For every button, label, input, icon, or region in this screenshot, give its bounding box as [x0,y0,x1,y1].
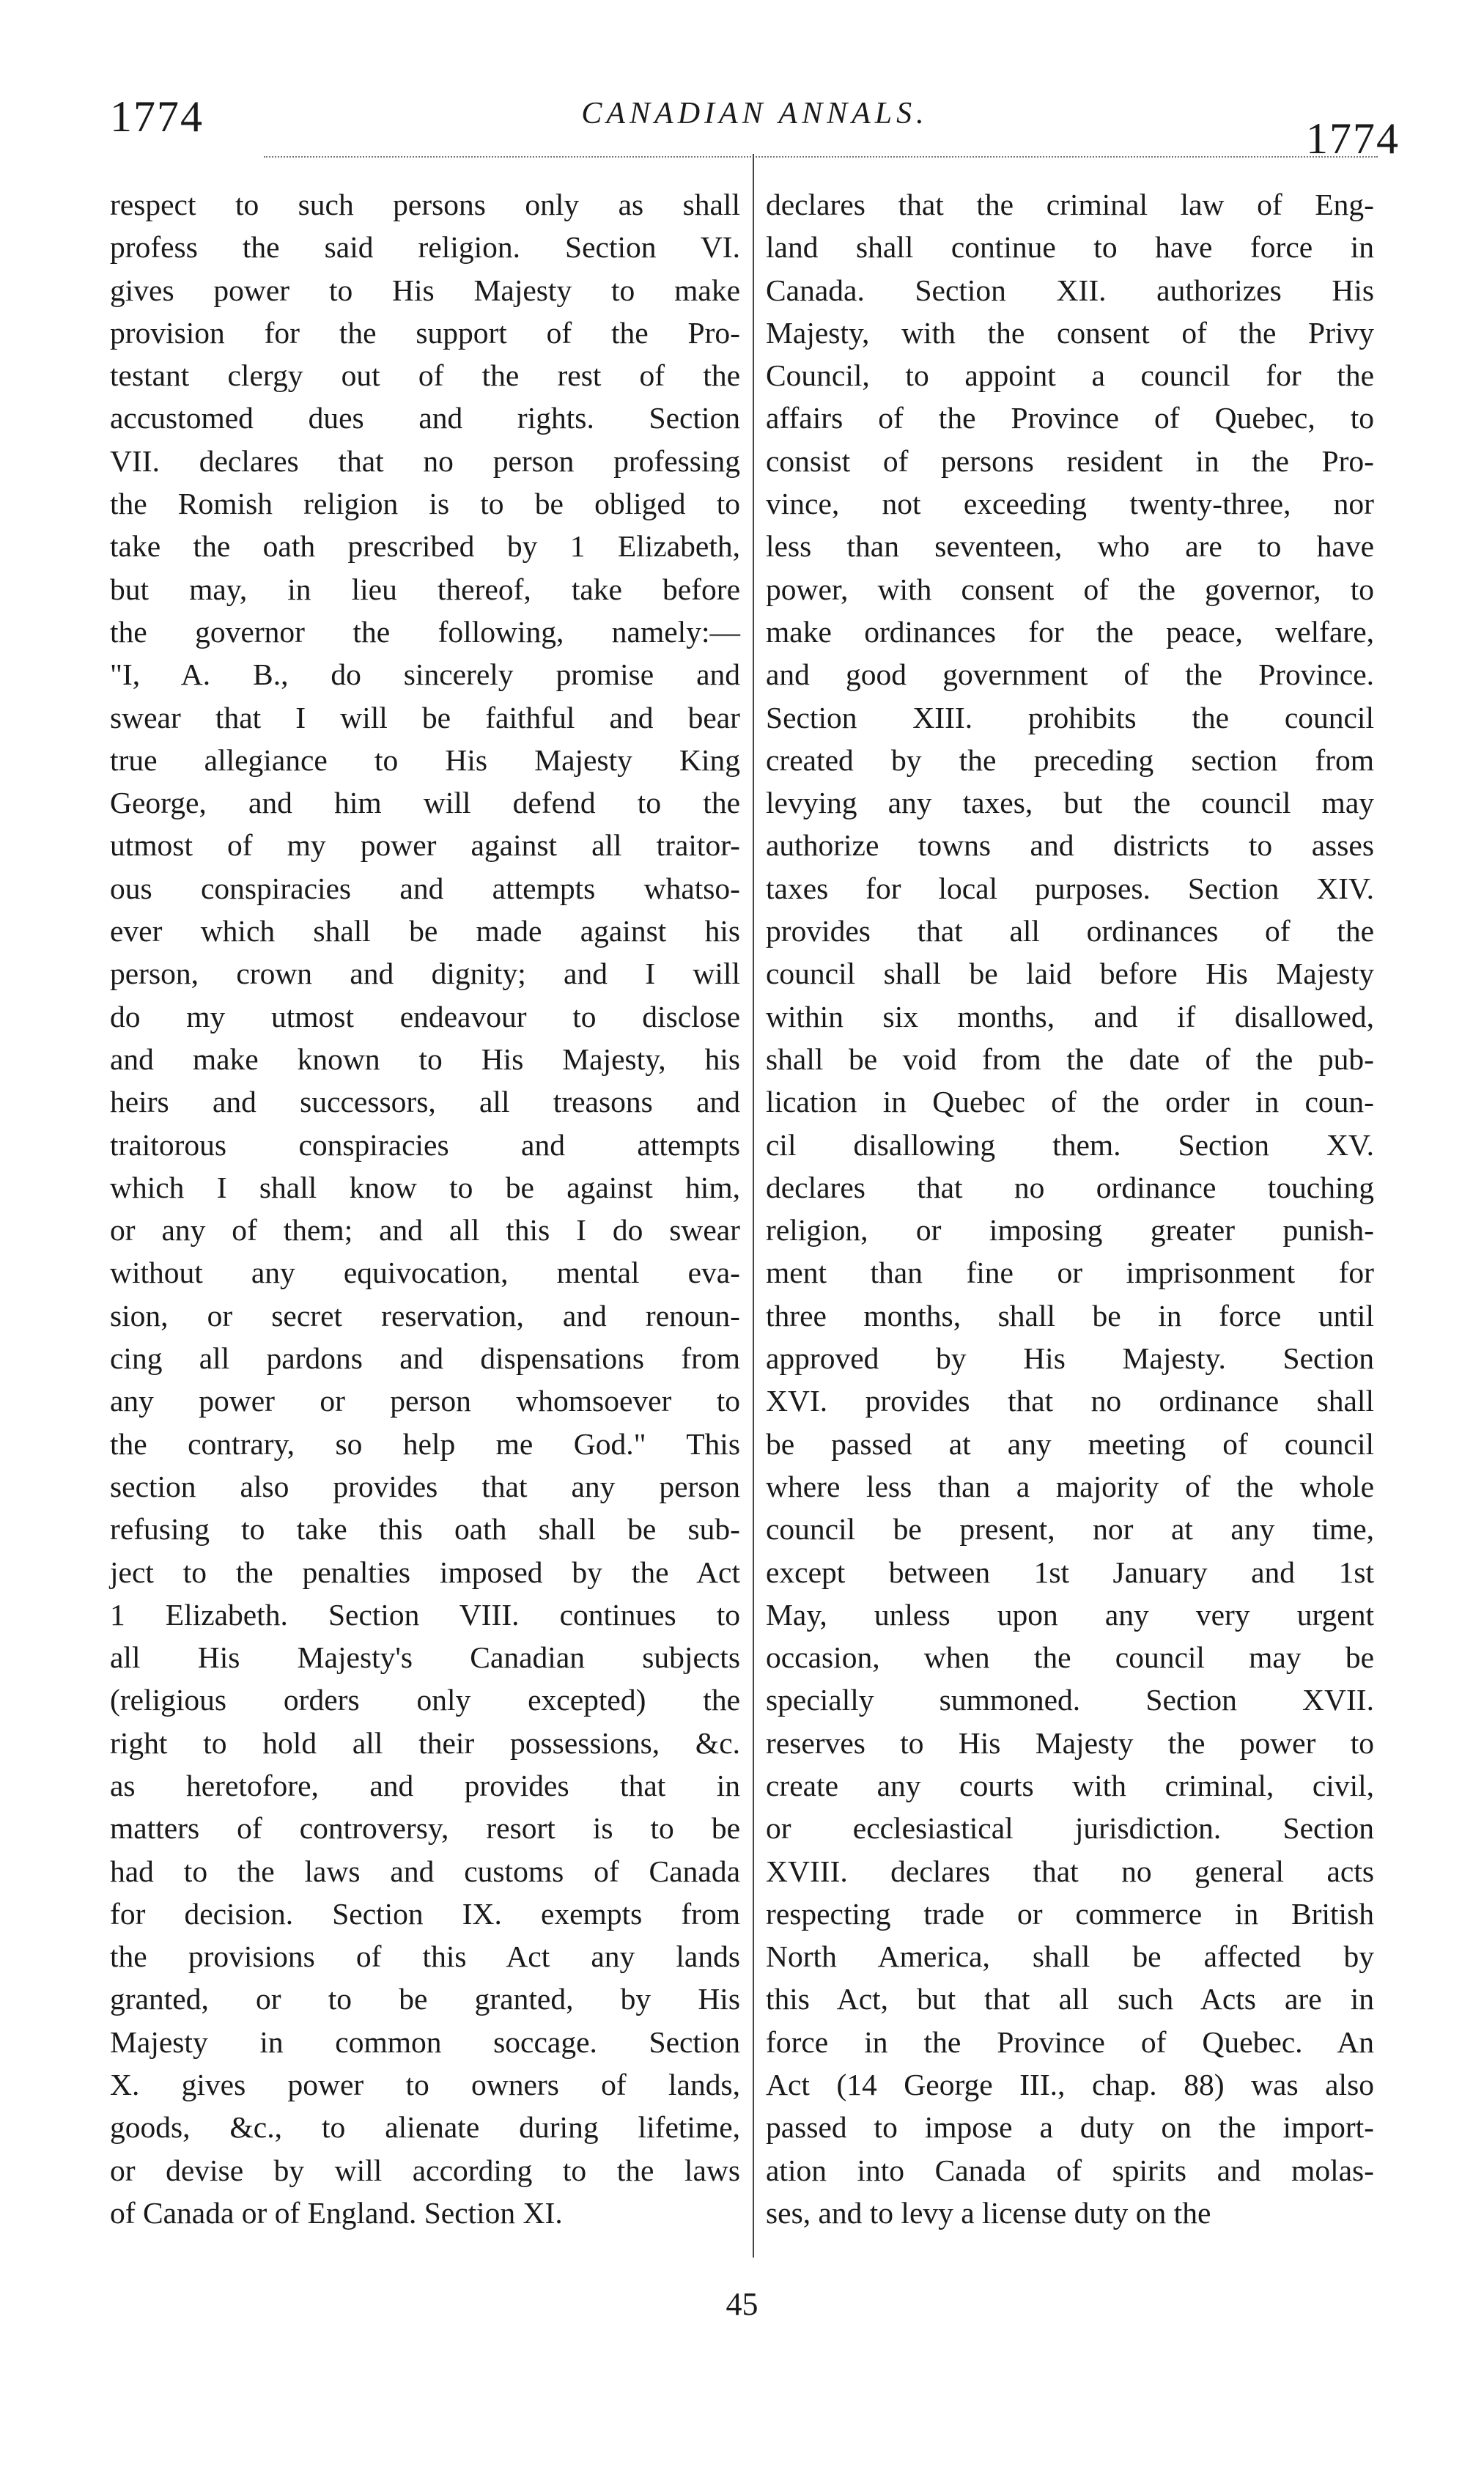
text-line: sion, or secret reservation, and renoun- [110,1298,740,1333]
text-line: had to the laws and customs of Canada [110,1854,740,1888]
text-line: be passed at any meeting of council [766,1426,1374,1461]
text-line: cing all pardons and dispensations from [110,1341,740,1376]
text-line: (religious orders only excepted) the [110,1683,740,1717]
text-line: council be present, nor at any time, [766,1512,1374,1547]
text-line: utmost of my power against all traitor- [110,828,740,863]
text-line: or any of them; and all this I do swear [110,1213,740,1248]
text-line: make ordinances for the peace, welfare, [766,614,1374,649]
text-line: heirs and successors, all treasons and [110,1085,740,1119]
right-text-column [766,183,1374,2234]
text-line: which I shall know to be against him, [110,1170,740,1204]
text-line: ever which shall be made against his [110,914,740,948]
text-line: Section XIII. prohibits the council [766,700,1374,734]
text-line: right to hold all their possessions, &c. [110,1725,740,1760]
text-line: ation into Canada of spirits and molas- [766,2153,1374,2187]
text-line: section also provides that any person [110,1469,740,1503]
text-line: ous conspiracies and attempts whatso- [110,871,740,905]
text-line: and good government of the Province. [766,657,1374,692]
text-line: X. gives power to owners of lands, [110,2068,740,2102]
text-line: respect to such persons only as shall [110,188,740,221]
left-text-column [110,183,740,2234]
text-line: granted, or to be granted, by His [110,1982,740,2016]
text-line: power, with consent of the governor, to [766,572,1374,606]
header-rule [264,156,1378,158]
text-line: North America, shall be affected by [766,1939,1374,1974]
text-line: where less than a majority of the whole [766,1469,1374,1503]
text-line: religion, or imposing greater punish- [766,1213,1374,1248]
text-line: the provisions of this Act any lands [110,1939,740,1974]
text-line: levying any taxes, but the council may [766,786,1374,820]
text-line: any power or person whomsoever to [110,1384,740,1418]
text-line: for decision. Section IX. exempts from [110,1896,740,1931]
text-line: the Romish religion is to be obliged to [110,487,740,521]
text-line: "I, A. B., do sincerely promise and [110,657,740,692]
text-line: provides that all ordinances of the [766,914,1374,948]
text-line: profess the said religion. Section VI. [110,230,740,265]
text-line: vince, not exceeding twenty-three, nor [766,487,1374,521]
text-line: this Act, but that all such Acts are in [766,1982,1374,2016]
text-line: cil disallowing them. Section XV. [766,1127,1374,1162]
running-title: CANADIAN ANNALS. [581,97,929,130]
header-year-right: 1774 [1306,114,1400,163]
header-year-left: 1774 [110,92,204,141]
text-line: goods, &c., to alienate during lifetime, [110,2110,740,2145]
text-line: May, unless upon any very urgent [766,1597,1374,1632]
text-line: of Canada or of England. Section XI. [110,2195,563,2230]
text-line: take the oath prescribed by 1 Elizabeth, [110,529,740,564]
text-line: declares that no ordinance touching [766,1170,1374,1204]
text-line: but may, in lieu thereof, take before [110,572,740,606]
text-line: taxes for local purposes. Section XIV. [766,871,1374,905]
text-line: George, and him will defend to the [110,786,740,820]
text-line: Majesty in common soccage. Section [110,2024,740,2059]
text-line: testant clergy out of the rest of the [110,358,740,393]
text-line: or ecclesiastical jurisdiction. Section [766,1811,1374,1846]
text-line: respecting trade or commerce in British [766,1896,1374,1931]
text-line: Majesty, with the consent of the Privy [766,315,1374,350]
text-line: consist of persons resident in the Pro- [766,443,1374,478]
text-line: reserves to His Majesty the power to [766,1725,1374,1760]
text-line: as heretofore, and provides that in [110,1768,740,1802]
text-line: Council, to appoint a council for the [766,358,1374,393]
text-line: without any equivocation, mental eva- [110,1256,740,1290]
text-line: XVIII. declares that no general acts [766,1854,1374,1888]
text-line: or devise by will according to the laws [110,2153,740,2187]
text-line: three months, shall be in force until [766,1298,1374,1333]
text-line: create any courts with criminal, civil, [766,1768,1374,1802]
text-line: ses, and to levy a license duty on the [766,2195,1211,2230]
text-line: council shall be laid before His Majesty [766,957,1374,991]
text-line: do my utmost endeavour to disclose [110,999,740,1033]
text-line: provision for the support of the Pro- [110,315,740,350]
text-line: force in the Province of Quebec. An [766,2024,1374,2059]
text-line: VII. declares that no person professing [110,443,740,478]
text-line: the governor the following, namely:— [110,614,740,649]
text-line: created by the preceding section from [766,743,1374,777]
text-line: affairs of the Province of Quebec, to [766,401,1374,435]
text-line: ject to the penalties imposed by the Act [110,1555,740,1589]
text-line: all His Majesty's Canadian subjects [110,1640,740,1675]
text-line: less than seventeen, who are to have [766,529,1374,564]
text-line: authorize towns and districts to asses [766,828,1374,863]
text-line: true allegiance to His Majesty King [110,743,740,777]
page-number: 45 [726,2286,758,2322]
text-line: traitorous conspiracies and attempts [110,1127,740,1162]
text-line: occasion, when the council may be [766,1640,1374,1675]
text-line: gives power to His Majesty to make [110,273,740,307]
page-header [110,92,1400,172]
text-line: Canada. Section XII. authorizes His [766,273,1374,307]
text-line: 1 Elizabeth. Section VIII. continues to [110,1597,740,1632]
text-line: passed to impose a duty on the import- [766,2110,1374,2145]
text-line: within six months, and if disallowed, [766,999,1374,1033]
text-line: ment than fine or imprisonment for [766,1256,1374,1290]
text-line: specially summoned. Section XVII. [766,1683,1374,1717]
column-divider [753,154,754,2258]
text-line: except between 1st January and 1st [766,1555,1374,1589]
text-line: matters of controversy, resort is to be [110,1811,740,1846]
text-line: land shall continue to have force in [766,230,1374,265]
text-line: the contrary, so help me God." This [110,1426,740,1461]
text-line: lication in Quebec of the order in coun- [766,1085,1374,1119]
text-line: Act (14 George III., chap. 88) was also [766,2068,1374,2102]
text-line: accustomed dues and rights. Section [110,401,740,435]
text-line: person, crown and dignity; and I will [110,957,740,991]
text-line: XVI. provides that no ordinance shall [766,1384,1374,1418]
text-line: and make known to His Majesty, his [110,1042,740,1076]
text-line: approved by His Majesty. Section [766,1341,1374,1376]
text-line: refusing to take this oath shall be sub- [110,1512,740,1547]
text-line: declares that the criminal law of Eng- [766,188,1374,221]
text-line: swear that I will be faithful and bear [110,700,740,734]
text-line: shall be void from the date of the pub- [766,1042,1374,1076]
